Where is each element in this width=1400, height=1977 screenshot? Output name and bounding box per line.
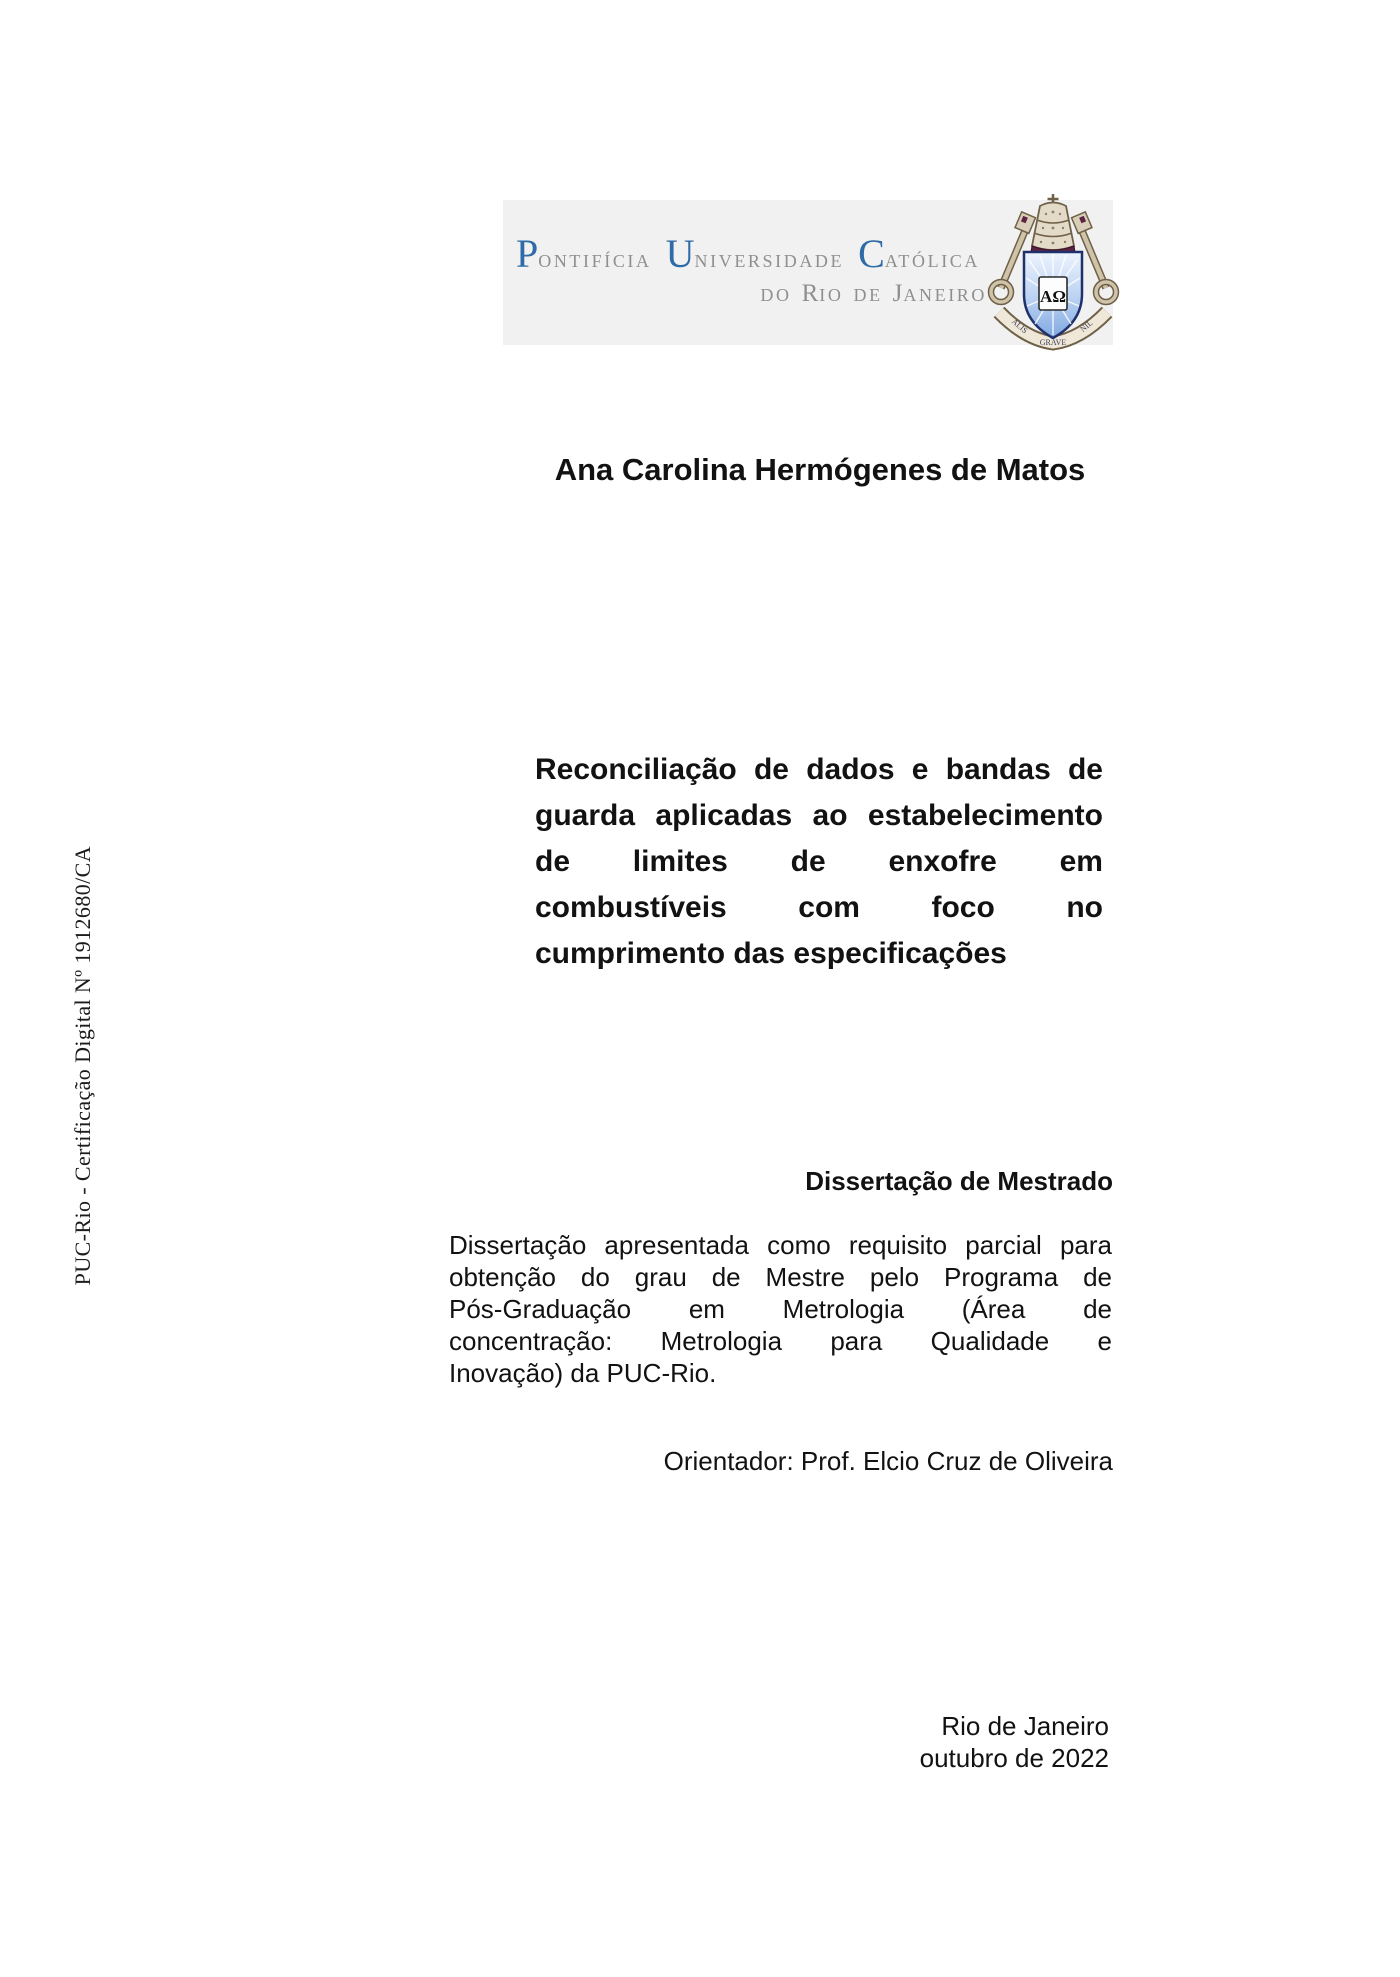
university-crest-icon <box>985 192 1122 364</box>
thesis-description <box>449 1230 1112 1390</box>
thesis-title-line: guarda aplicadas ao estabelecimento <box>535 799 1103 832</box>
thesis-description-line: obtenção do grau de Mestre pelo Programa de <box>449 1262 1112 1292</box>
wordmark-word-pontificia: PONTIFÍCIA <box>515 231 652 276</box>
thesis-title-line: Reconciliação de dados e bandas de <box>535 753 1103 786</box>
thesis-title <box>535 749 1103 979</box>
digital-certification-sidebar-text: PUC-Rio - Certificação Digital Nº 1912680/CA <box>70 846 95 1286</box>
thesis-description-line: Pós-Graduação em Metrologia (Área de <box>449 1294 1112 1324</box>
document-type-label: Dissertação de Mestrado <box>805 1166 1113 1196</box>
motto-alis: ALIS <box>1009 316 1030 336</box>
author-name: Ana Carolina Hermógenes de Matos <box>554 452 1086 487</box>
advisor-line: Orientador: Prof. Elcio Cruz de Oliveira <box>663 1446 1113 1476</box>
wordmark-line1 <box>507 230 989 277</box>
thesis-title-line: combustíveis com foco no <box>535 891 1103 924</box>
wordmark-word-universidade: UNIVERSIDADE <box>665 231 845 276</box>
shield <box>1024 252 1082 338</box>
thesis-description-line: Dissertação apresentada como requisito parcial para <box>449 1230 1112 1260</box>
thesis-title-line: cumprimento das especificações <box>535 937 1007 970</box>
place-date-block <box>449 1710 1109 1774</box>
thesis-description-line: concentração: Metrologia para Qualidade e <box>449 1326 1112 1356</box>
thesis-title-line: de limites de enxofre em <box>535 845 1103 878</box>
motto-nil: NIL <box>1078 318 1095 334</box>
alpha-omega-monogram: ΑΩ <box>1040 287 1066 306</box>
university-wordmark <box>507 230 989 308</box>
date: outubro de 2022 <box>919 1743 1109 1773</box>
place: Rio de Janeiro <box>941 1711 1109 1741</box>
wordmark-word-catolica: CATÓLICA <box>858 231 981 276</box>
motto-grave: GRAVE <box>1039 338 1067 347</box>
thesis-description-line: Inovação) da PUC-Rio. <box>449 1358 717 1388</box>
papal-tiara-icon <box>1031 194 1075 256</box>
wordmark-line2: DO RIO DE JANEIRO <box>760 280 987 307</box>
